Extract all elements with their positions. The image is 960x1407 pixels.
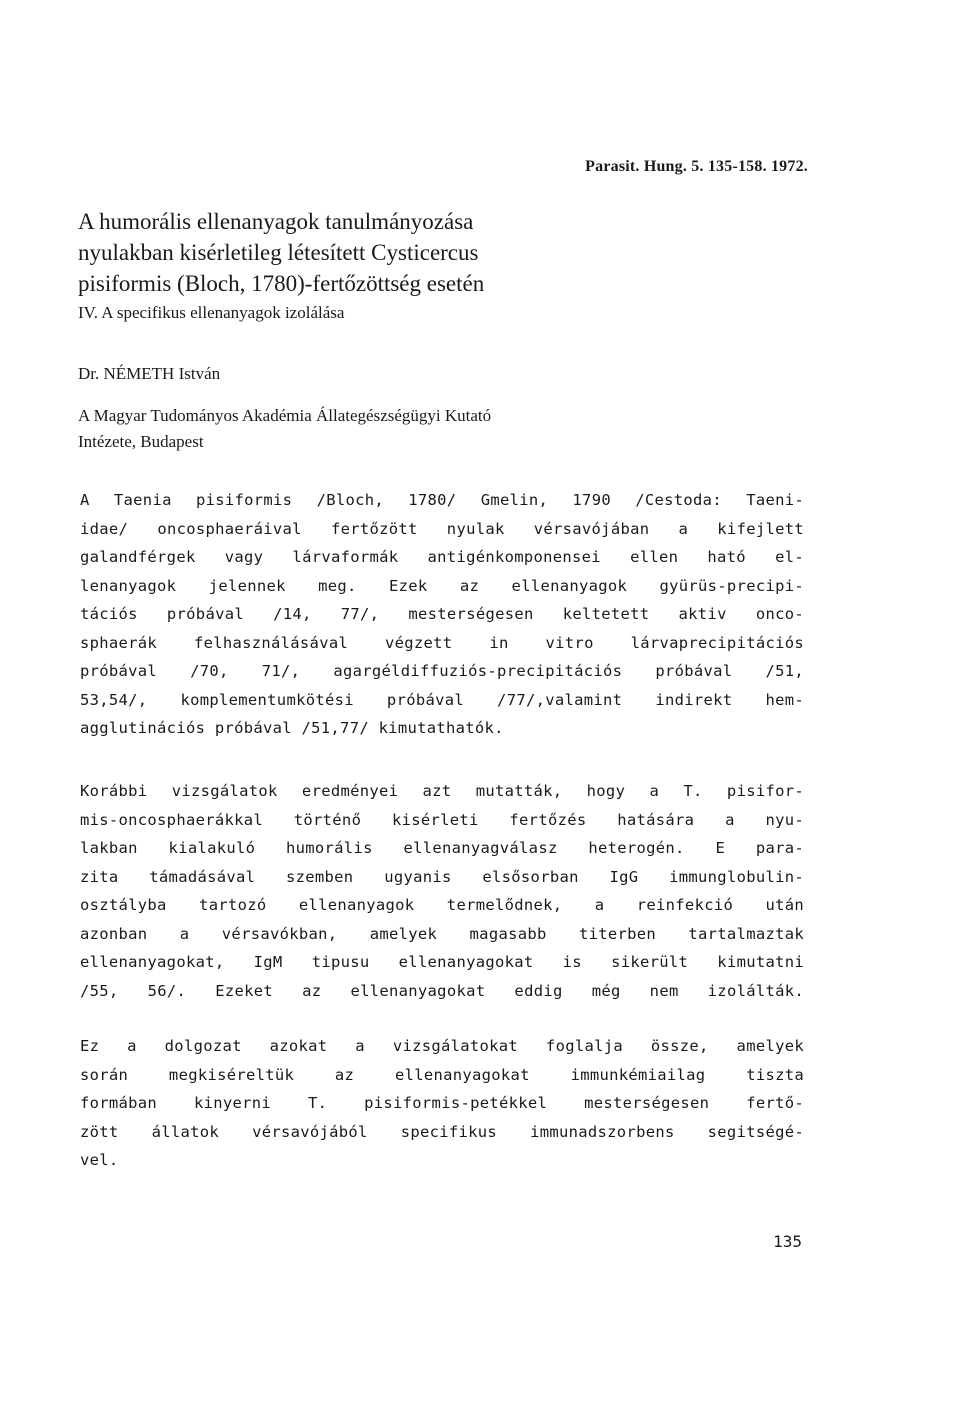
title-line: pisiformis (Bloch, 1780)-fertőzöttség esetén	[78, 271, 485, 296]
title-line: nyulakban kisérletileg létesített Cysticercus	[78, 240, 479, 265]
text-line: próbával /70, 71/, agargéldiffuziós-precipitációs próbával /51,	[80, 662, 804, 680]
article-title	[78, 206, 598, 299]
text-line: osztályba tartozó ellenanyagok termelődnek, a reinfekció után	[80, 896, 804, 914]
paragraph-previous-findings	[80, 777, 804, 1005]
text-line: idae/ oncosphaeráival fertőzött nyulak vérsavójában a kifejlett	[80, 519, 804, 538]
text-line: tációs próbával /14, 77/, mesterségesen keltetett aktiv onco-	[80, 605, 804, 623]
text-line: azonban a vérsavókban, amelyek magasabb titerben tartalmaztak	[80, 924, 804, 943]
text-line: lenanyagok jelennek meg. Ezek az ellenanyagok gyürüs-precipi-	[80, 576, 804, 595]
text-line: zita támadásával szemben ugyanis elsősorban IgG immunglobulin-	[80, 867, 804, 886]
affiliation-line: Intézete, Budapest	[78, 432, 204, 451]
article-subtitle: IV. A specifikus ellenanyagok izolálása	[78, 303, 345, 322]
paragraph-aim	[80, 1032, 804, 1175]
affiliation-line: A Magyar Tudományos Akadémia Állategészségügyi Kutató	[78, 406, 492, 425]
text-line: agglutinációs próbával /51,77/ kimutathatók.	[80, 719, 504, 737]
text-line: A Taenia pisiformis /Bloch, 1780/ Gmelin, 1790 /Cestoda: Taeni-	[80, 491, 804, 509]
paragraph-intro	[80, 486, 804, 743]
page-number: 135	[773, 1232, 802, 1251]
text-line: ellenanyagokat, IgM tipusu ellenanyagokat is sikerült kimutatni	[80, 953, 804, 971]
text-line: galandférgek vagy lárvaformák antigénkomponensei ellen ható el-	[80, 548, 804, 566]
text-line: zött állatok vérsavójából specifikus immunadszorbens segitségé-	[80, 1122, 804, 1141]
text-line: során megkiséreltük az ellenanyagokat immunkémiailag tiszta	[80, 1065, 804, 1084]
text-line: Ez a dolgozat azokat a vizsgálatokat foglalja össze, amelyek	[80, 1037, 804, 1055]
text-line: /55, 56/. Ezeket az ellenanyagokat eddig még nem izolálták.	[80, 981, 804, 1000]
text-line: formában kinyerni T. pisiformis-petékkel mesterségesen fertő-	[80, 1094, 804, 1112]
text-line: Korábbi vizsgálatok eredményei azt mutatták, hogy a T. pisifor-	[80, 782, 804, 800]
author-name: Dr. NÉMETH István	[78, 364, 221, 383]
text-line: vel.	[80, 1151, 119, 1169]
text-line: sphaerák felhasználásával végzett in vitro lárvaprecipitációs	[80, 633, 804, 652]
text-line: mis-oncosphaerákkal történő kisérleti fertőzés hatására a nyu-	[80, 810, 804, 829]
text-line: lakban kialakuló humorális ellenanyagválasz heterogén. E para-	[80, 839, 804, 857]
title-line: A humorális ellenanyagok tanulmányozása	[78, 209, 474, 234]
journal-reference: Parasit. Hung. 5. 135-158. 1972.	[585, 158, 808, 175]
author-affiliation	[78, 403, 598, 455]
text-line: 53,54/, komplementumkötési próbával /77/,valamint indirekt hem-	[80, 690, 804, 709]
